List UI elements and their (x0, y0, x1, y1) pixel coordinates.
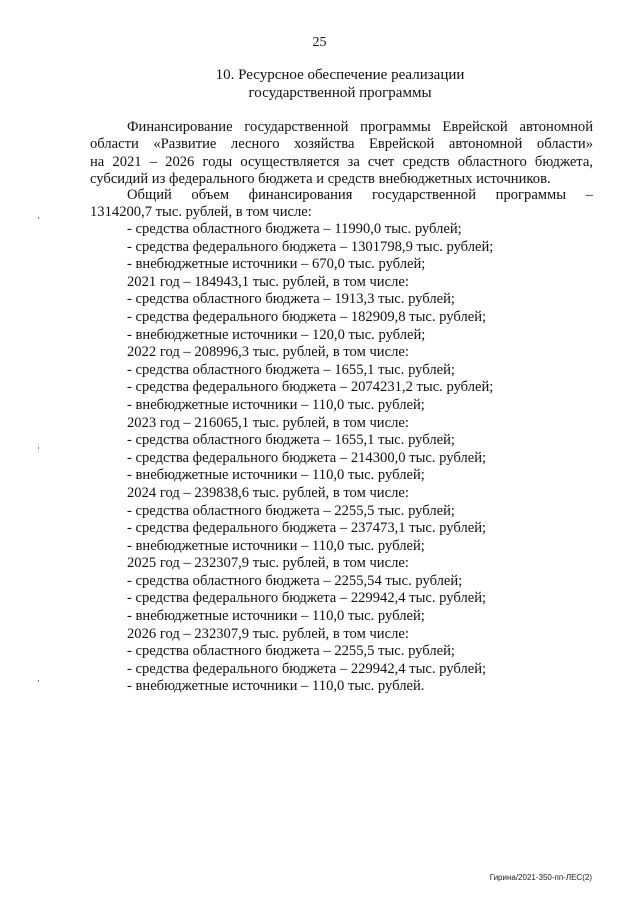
intro-paragraph (90, 119, 593, 189)
section-heading-line-1: 10. Ресурсное обеспечение реализации (215, 67, 465, 83)
page-number: 25 (312, 35, 327, 50)
list-item: - средства областного бюджета – 2255,54 тыс. рублей; (127, 572, 463, 589)
section-heading-line-2: государственной программы (248, 85, 432, 101)
list-item: - средства федерального бюджета – 229942,4 тыс. рублей; (127, 660, 487, 677)
year-heading: 2026 год – 232307,9 тыс. рублей, в том числе: (127, 625, 409, 642)
scan-margin-mark (38, 447, 39, 449)
list-item: - внебюджетные источники – 110,0 тыс. рублей; (127, 467, 425, 484)
list-item: - средства федерального бюджета – 237473,1 тыс. рублей; (127, 520, 487, 537)
total-funding-paragraph (90, 187, 593, 222)
section-heading (90, 66, 590, 102)
funding-breakdown-list (127, 221, 493, 696)
list-item: - средства федерального бюджета – 1301798,9 тыс. рублей; (127, 238, 494, 255)
list-item: - внебюджетные источники – 120,0 тыс. рублей; (127, 326, 426, 343)
scan-margin-mark (38, 217, 39, 219)
year-heading: 2022 год – 208996,3 тыс. рублей, в том числе: (127, 344, 409, 361)
list-item: - средства областного бюджета – 1913,3 тыс. рублей; (127, 291, 455, 308)
intro-line-3: на 2021 – 2026 годы осуществляется за счет средств областного бюджета, (90, 153, 593, 170)
list-item: - средства областного бюджета – 11990,0 тыс. рублей; (127, 221, 462, 237)
list-item: - средства областного бюджета – 1655,1 тыс. рублей; (127, 432, 455, 449)
list-item: - внебюджетные источники – 110,0 тыс. рублей; (127, 396, 425, 413)
list-item: - средства федерального бюджета – 229942,4 тыс. рублей; (127, 590, 487, 607)
year-heading: 2024 год – 239838,6 тыс. рублей, в том числе: (127, 484, 409, 501)
document-stamp: Гирина/2021-350-пп-ЛЕС(2) (489, 873, 592, 882)
list-item: - средства областного бюджета – 2255,5 тыс. рублей; (127, 502, 455, 519)
year-heading: 2023 год – 216065,1 тыс. рублей, в том числе: (127, 414, 409, 431)
intro-line-1: Финансирование государственной программы Еврейской автономной (127, 119, 593, 135)
list-item: - внебюджетные источники – 110,0 тыс. рублей. (127, 678, 425, 695)
intro-line-2: области «Развитие лесного хозяйства Еврейской автономной области» (90, 136, 593, 153)
intro-line-4: субсидий из федерального бюджета и средств внебюджетных источников. (90, 171, 551, 188)
list-item: - средства областного бюджета – 2255,5 тыс. рублей; (127, 643, 455, 660)
list-item: - внебюджетные источники – 110,0 тыс. рублей; (127, 537, 425, 554)
total-line-1: Общий объем финансирования государственной программы – (127, 187, 593, 203)
year-heading: 2025 год – 232307,9 тыс. рублей, в том числе: (127, 555, 409, 572)
list-item: - средства федерального бюджета – 2074231,2 тыс. рублей; (127, 379, 494, 396)
list-item: - средства федерального бюджета – 214300,0 тыс. рублей; (127, 449, 487, 466)
list-item: - средства федерального бюджета – 182909,8 тыс. рублей; (127, 308, 487, 325)
total-line-2: 1314200,7 тыс. рублей, в том числе: (90, 204, 312, 221)
scan-margin-mark (38, 680, 39, 682)
list-item: - средства областного бюджета – 1655,1 тыс. рублей; (127, 361, 455, 378)
list-item: - внебюджетные источники – 670,0 тыс. рублей; (127, 256, 426, 273)
year-heading: 2021 год – 184943,1 тыс. рублей, в том числе: (127, 273, 409, 290)
list-item: - внебюджетные источники – 110,0 тыс. рублей; (127, 608, 425, 625)
